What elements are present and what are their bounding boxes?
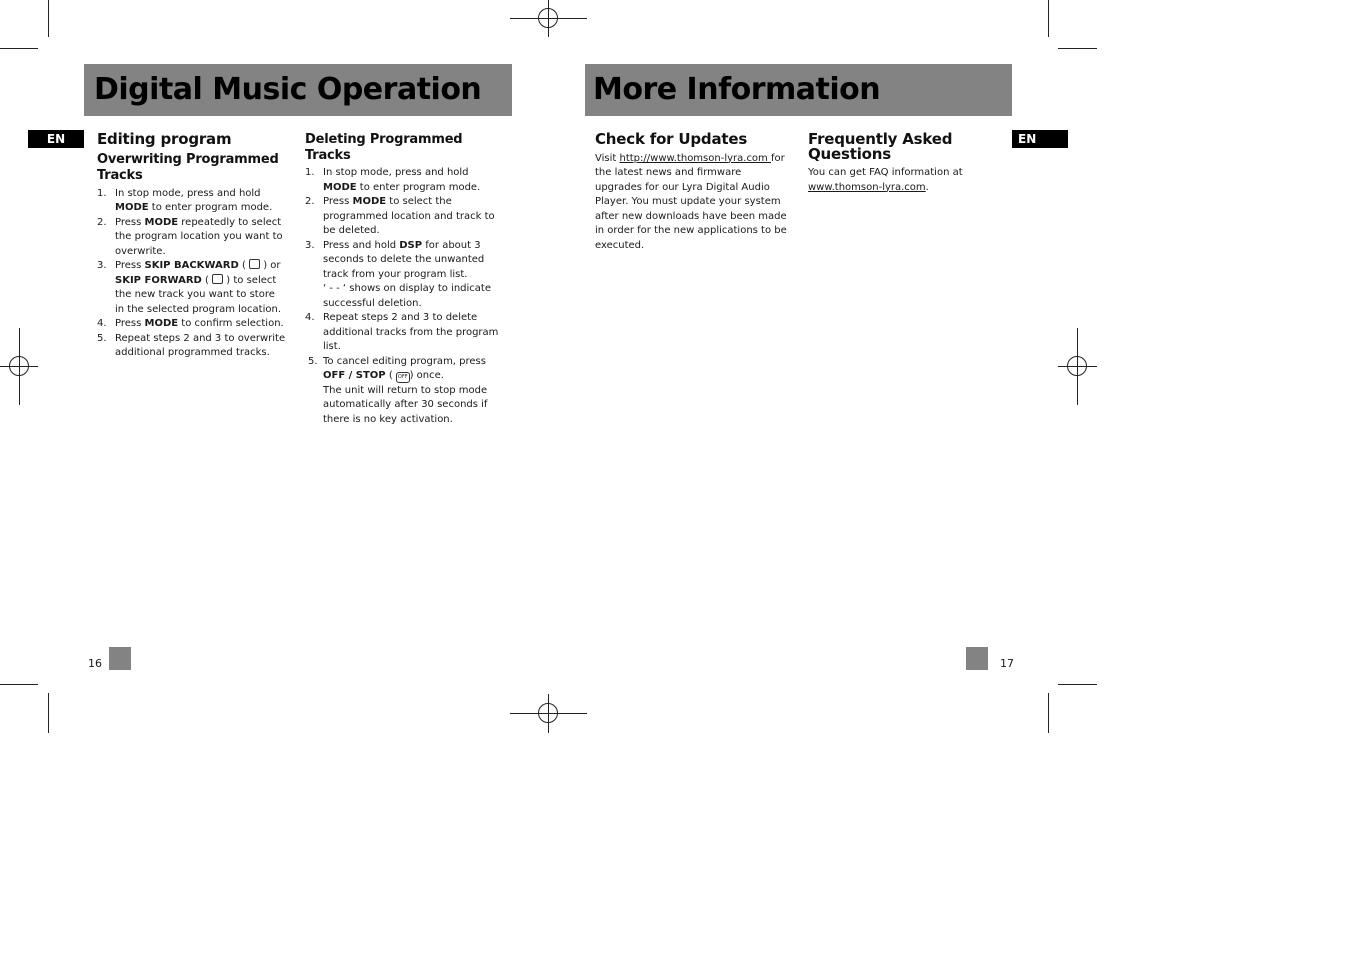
editing-title: Editing program xyxy=(97,130,232,148)
faq-title: Frequently Asked Questions xyxy=(808,130,953,163)
list-item: 3. Press and hold DSP for about 3 seconds to delete the unwanted track from your program list. ‘ - - ‘ shows on display to indicate successful deletion. xyxy=(305,239,492,309)
lang-tab-left: EN xyxy=(28,130,84,148)
updates-title: Check for Updates xyxy=(595,130,748,148)
list-item: 5. Repeat steps 2 and 3 to overwrite additional programmed tracks. xyxy=(97,332,286,358)
list-item: 4. Press MODE to confirm selection. xyxy=(97,318,284,329)
list-item: 2. Press MODE to select the programmed location and track to be deleted. xyxy=(305,196,495,236)
list-item: 5. To cancel editing program, press OFF / STOP ( OFF ) once. The unit will return to stop mode automatically after 30 seconds if there is no key activation. xyxy=(308,355,488,425)
faq-link[interactable]: www.thomson-lyra.com xyxy=(808,181,926,193)
list-item: 1. In stop mode, press and hold MODE to enter program mode. xyxy=(97,187,273,213)
deleting-title: Deleting Programmed Tracks xyxy=(305,132,463,163)
faq-section xyxy=(808,132,1008,195)
editing-subtitle: Overwriting Programmed Tracks xyxy=(97,151,279,183)
list-item: 4. Repeat steps 2 and 3 to delete additional tracks from the program list. xyxy=(305,312,499,352)
left-banner: Digital Music Operation xyxy=(84,64,512,116)
list-item: 2. Press MODE repeatedly to select the program location you want to overwrite. xyxy=(97,216,283,257)
page-number-right: 17 xyxy=(1000,657,1014,670)
page-marker-left xyxy=(109,647,131,670)
updates-link[interactable]: http://www.thomson-lyra.com xyxy=(619,152,771,164)
lang-tab-right: EN xyxy=(1012,130,1068,148)
editing-steps xyxy=(97,187,287,361)
editing-section xyxy=(97,132,287,361)
page-marker-right xyxy=(966,647,988,670)
page-number-left: 16 xyxy=(88,657,102,670)
right-banner: More Information xyxy=(585,64,1012,116)
list-item: 1. In stop mode, press and hold MODE to enter program mode. xyxy=(305,167,481,193)
faq-text: You can get FAQ information at www.thomson-lyra.com. xyxy=(808,167,963,193)
updates-text: Visit http://www.thomson-lyra.com for the latest news and firmware upgrades for our Lyra Digital Audio Player. You must update your system after new downloads have been made in order for the new applications to be executed. xyxy=(595,152,787,251)
list-item: 3. Press SKIP BACKWARD ( ) or SKIP FORWARD ( ) to select the new track you want to store in the selected program location. xyxy=(97,260,281,315)
deleting-section xyxy=(305,132,505,427)
deleting-steps xyxy=(305,166,505,427)
skip-backward-icon xyxy=(249,259,260,269)
updates-section xyxy=(595,132,791,253)
skip-forward-icon xyxy=(212,274,223,284)
off-stop-icon: OFF xyxy=(396,372,410,383)
